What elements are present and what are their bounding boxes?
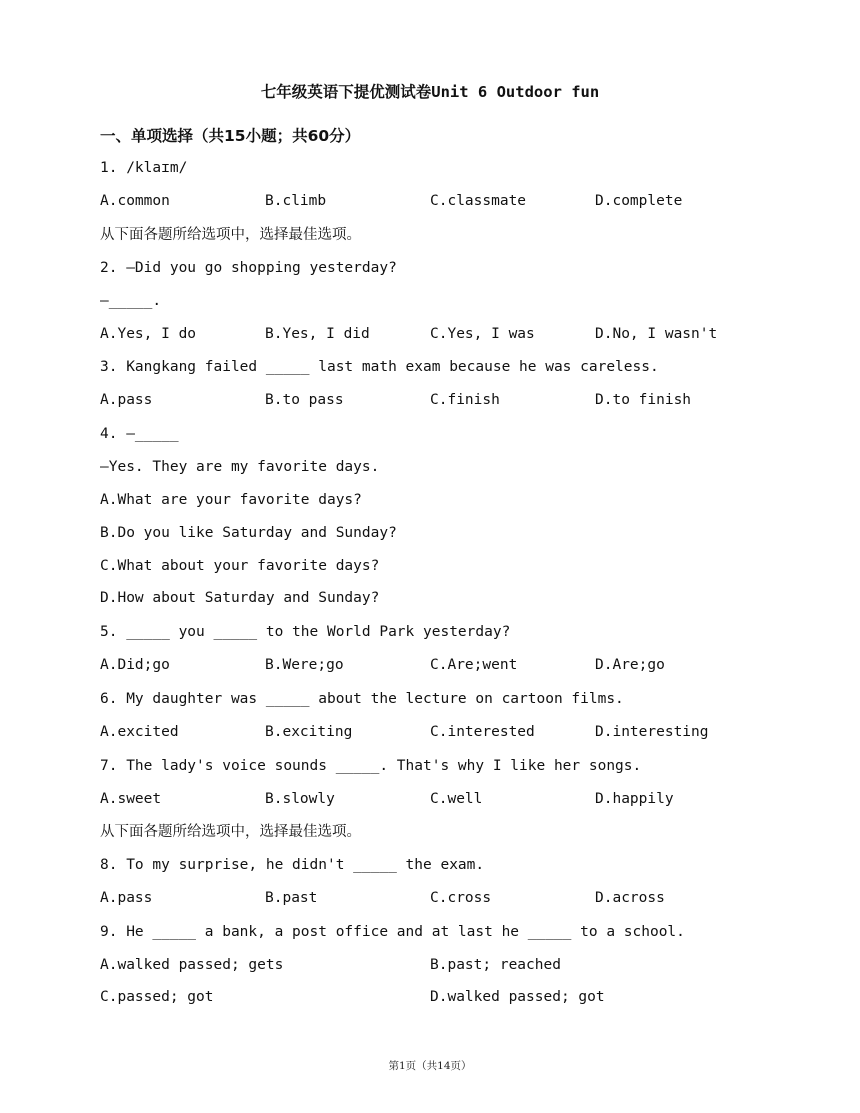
option-d: D.across (595, 890, 665, 906)
question-4-option-c: C.What about your favorite days? (100, 558, 380, 574)
option-d: D.to finish (595, 392, 692, 408)
question-4-option-a: A.What are your favorite days? (100, 492, 362, 508)
option-a: A.pass (100, 392, 153, 408)
option-a: A.common (100, 193, 170, 209)
question-8-stem: 8. To my surprise, he didn't _____ the exam. (100, 857, 485, 873)
option-a: A.excited (100, 724, 179, 740)
option-c: C.finish (430, 392, 500, 408)
page-footer: 第1页（共14页） (388, 1060, 472, 1072)
option-c: C.Are;went (430, 657, 518, 673)
option-a: A.pass (100, 890, 153, 906)
option-b: B.slowly (265, 791, 335, 807)
question-1-options (100, 191, 780, 211)
instruction-text: 从下面各题所给选项中，选择最佳选项。 (100, 824, 361, 840)
question-6-stem: 6. My daughter was _____ about the lecture on cartoon films. (100, 691, 624, 707)
option-b: B.past; reached (430, 957, 561, 973)
option-b: B.climb (265, 193, 327, 209)
option-b: B.exciting (265, 724, 353, 740)
question-3-stem: 3. Kangkang failed _____ last math exam because he was careless. (100, 359, 659, 375)
question-5-stem: 5. _____ you _____ to the World Park yesterday? (100, 624, 511, 640)
option-c: C.classmate (430, 193, 527, 209)
option-a: A.Did;go (100, 657, 170, 673)
page-title: 七年级英语下提优测试卷Unit 6 Outdoor fun (260, 83, 600, 101)
instruction-text: 从下面各题所给选项中，选择最佳选项。 (100, 227, 361, 243)
option-c: C.well (430, 791, 483, 807)
option-d: D.complete (595, 193, 683, 209)
option-b: B.Were;go (265, 657, 344, 673)
question-2-stem: 2. —Did you go shopping yesterday? (100, 260, 397, 276)
question-2-answer-line: —_____. (100, 293, 162, 309)
question-3-options (100, 390, 780, 410)
option-c: C.Yes, I was (430, 326, 535, 342)
option-d: D.happily (595, 791, 674, 807)
option-a: A.Yes, I do (100, 326, 197, 342)
question-4-option-d: D.How about Saturday and Sunday? (100, 590, 380, 606)
question-9-stem: 9. He _____ a bank, a post office and at last he _____ to a school. (100, 924, 685, 940)
option-a: A.sweet (100, 791, 162, 807)
question-2-options (100, 324, 780, 344)
option-b: B.past (265, 890, 318, 906)
question-7-options (100, 789, 780, 809)
option-a: A.walked passed; gets (100, 957, 284, 973)
question-4-stem: 4. —_____ (100, 426, 179, 442)
option-c: C.cross (430, 890, 492, 906)
question-7-stem: 7. The lady's voice sounds _____. That's why I like her songs. (100, 758, 642, 774)
question-6-options (100, 722, 780, 742)
question-9-options-row1 (100, 955, 780, 975)
question-5-options (100, 655, 780, 675)
question-4-reply: —Yes. They are my favorite days. (100, 459, 380, 475)
question-9-options-row2 (100, 987, 780, 1007)
option-d: D.interesting (595, 724, 709, 740)
option-d: D.Are;go (595, 657, 665, 673)
section-heading: 一、单项选择（共15小题；共60分） (100, 127, 361, 145)
question-8-options (100, 888, 780, 908)
option-c: C.passed; got (100, 989, 214, 1005)
option-b: B.to pass (265, 392, 344, 408)
option-d: D.No, I wasn't (595, 326, 718, 342)
option-d: D.walked passed; got (430, 989, 605, 1005)
option-c: C.interested (430, 724, 535, 740)
question-1-stem: 1. /klaɪm/ (100, 160, 188, 176)
question-4-option-b: B.Do you like Saturday and Sunday? (100, 525, 397, 541)
option-b: B.Yes, I did (265, 326, 370, 342)
